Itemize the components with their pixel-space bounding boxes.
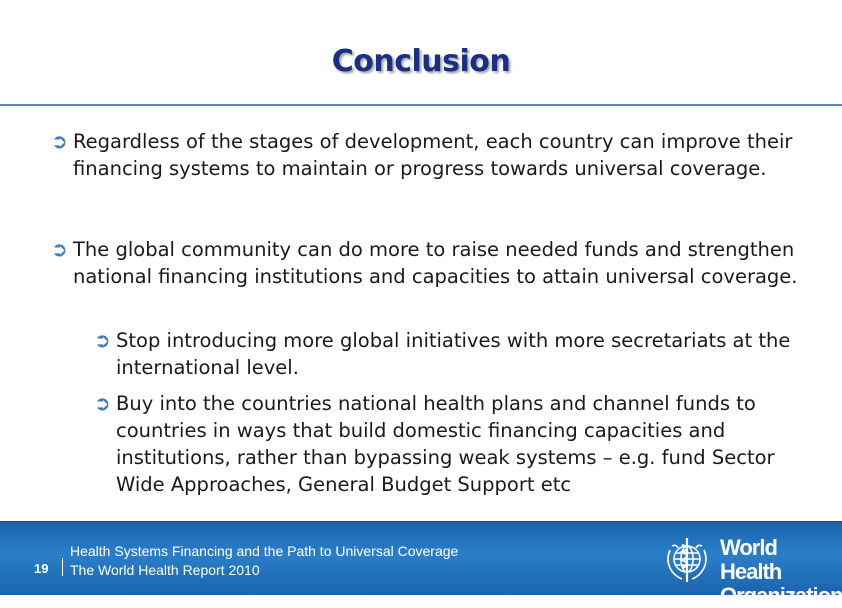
sub-bullet-text: Stop introducing more global initiatives with more secretariats at the international level.	[116, 329, 791, 379]
bullet-text: Regardless of the stages of development, each country can improve their financing systems to maintain or progress towards universal coverage.	[73, 130, 793, 180]
arrow-bullet-icon: ➲	[94, 391, 111, 415]
bullet-text: The global community can do more to raise needed funds and strengthen national financing institutions and capacities to attain universal coverage.	[73, 238, 798, 288]
bullet-item	[51, 236, 813, 290]
who-wordmark	[720, 536, 842, 608]
arrow-bullet-icon: ➲	[94, 328, 111, 352]
sub-bullet-item	[94, 327, 806, 381]
who-wordmark-line1: World Health	[720, 535, 782, 584]
page-number: 19	[34, 561, 49, 576]
who-emblem-icon	[660, 532, 714, 586]
arrow-bullet-icon: ➲	[51, 129, 68, 153]
footer-divider	[62, 558, 63, 576]
slide-title: Conclusion	[331, 44, 511, 79]
footer-caption	[70, 542, 458, 580]
who-logo	[660, 532, 842, 608]
bullet-item	[51, 128, 813, 182]
sub-bullet-text: Buy into the countries national health plans and channel funds to countries in ways that build domestic financing capacities and institutions, rather than bypassing weak systems – e.g. fund Sector Wide Approaches, General Budget Support etc	[116, 392, 775, 496]
footer-top-line	[0, 521, 842, 522]
footer-line-2: The World Health Report 2010	[70, 562, 260, 578]
who-wordmark-line2: Organization	[720, 583, 842, 608]
title-divider	[0, 104, 842, 106]
footer-line-1: Health Systems Financing and the Path to Universal Coverage	[70, 543, 459, 559]
sub-bullet-item	[94, 390, 816, 498]
arrow-bullet-icon: ➲	[51, 237, 68, 261]
